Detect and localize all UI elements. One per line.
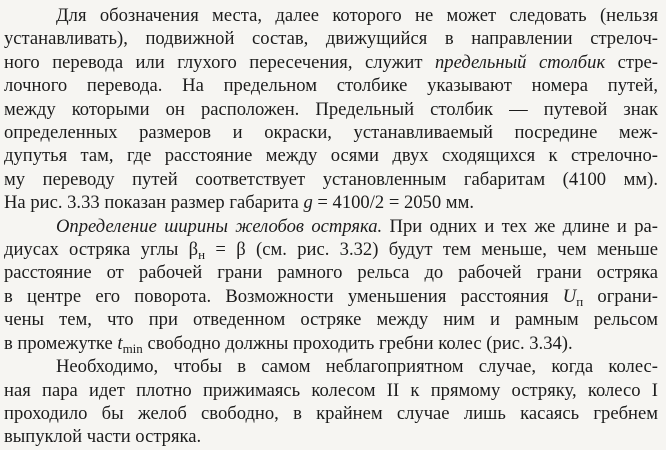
text-line: ная пара идет плотно прижимаясь колесом II к прямому остряку, колесо I	[4, 379, 658, 401]
text-line: определенных размеров и окраски, устанавливаемый посредине меж-	[4, 122, 658, 144]
text-line: чены тем, что при отведенном остряке между ним и рамным рельсом	[4, 309, 658, 331]
t-subscript: min	[122, 340, 143, 356]
term-limit-post: предельный столбик	[434, 51, 606, 73]
text-line: между которыми он расположен. Предельный столбик — путевой знак	[4, 98, 658, 120]
text-line: диусах остряка углы $\beta_н = \beta$ (см. рис. 3.32) будут тем меньше, чем меньше	[4, 239, 658, 263]
paragraph-wheel-pair	[4, 355, 658, 449]
text-line: На рис. 3.33 показан размер габарита g = 4100/2 = 2050 мм.	[4, 192, 474, 214]
text-line: устанавливать), подвижной состав, движущийся в направлении стрелоч-	[4, 28, 658, 50]
text-line: в центре его поворота. Возможности уменьшения расстояния $U_п$ ограни-	[4, 285, 658, 309]
text-line: Для обозначения места, далее которого не может следовать (нельзя	[56, 5, 658, 26]
u-subscript: п	[576, 293, 584, 309]
text-line: лочного перевода. На предельном столбике указывают номера путей,	[4, 75, 658, 97]
text-line: расстояние от рабочей грани рамного рельса до рабочей грани остряка	[4, 262, 658, 284]
formula-variable-t: t	[117, 332, 123, 354]
beta-subscript: н	[198, 247, 206, 263]
text-line: в промежутке $t_{min}$ свободно должны проходить гребни колес (рис. 3.34).	[4, 332, 573, 356]
text-line: Определение ширины желобов остряка. При одних и тех же длине и ра-	[56, 215, 658, 237]
paragraph-limit-post	[4, 4, 658, 215]
text-line: выпуклой части остряка.	[4, 426, 202, 448]
text-line: му переводу путей соответствует установленным габаритам (4100 мм).	[4, 168, 658, 190]
text-line: ного перевода или глухого пересечения, служит предельный столбик стре-	[4, 51, 658, 73]
text-line: Необходимо, чтобы в самом неблагоприятном случае, когда колес-	[56, 356, 658, 378]
paragraph-groove-width	[4, 215, 658, 355]
text-line: дупутья там, где расстояние между осями двух сходящихся к стрелочно-	[4, 145, 658, 167]
section-heading: Определение ширины желобов остряка.	[56, 215, 383, 237]
text-line: проходило бы желоб свободно, в крайнем случае лишь касаясь гребнем	[4, 402, 658, 424]
formula-variable-g: g	[303, 192, 313, 214]
formula-variable-u: U	[562, 285, 577, 307]
